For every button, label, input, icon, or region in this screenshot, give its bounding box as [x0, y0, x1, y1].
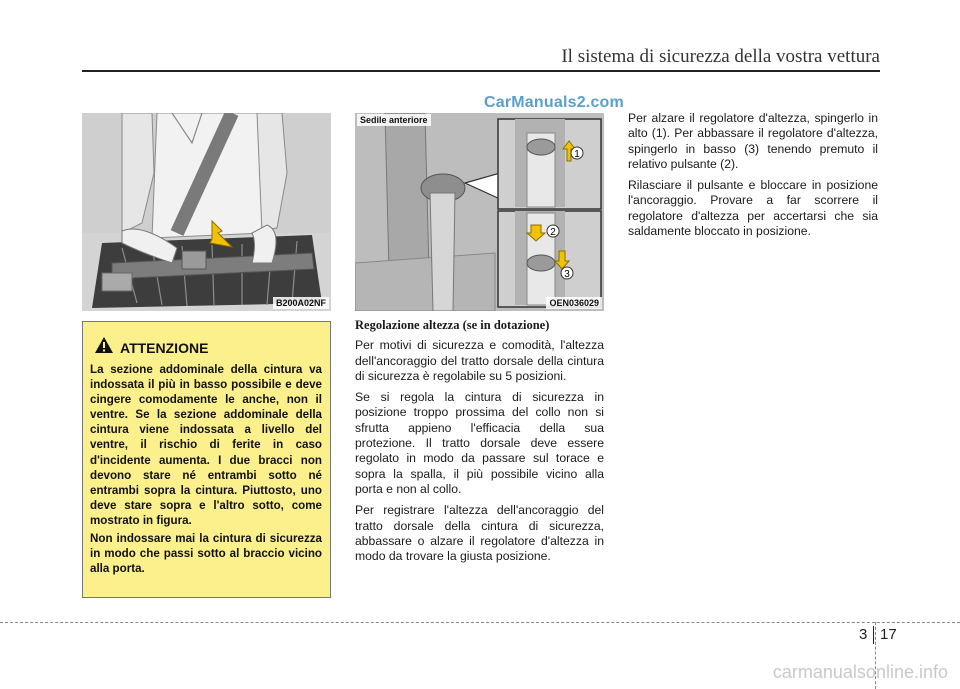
middle-paragraph-1: Per motivi di sicurezza e comodità, l'altezza dell'ancoraggio del tratto dorsale della cintura di sicurezza è regolabile su 5 posizioni. — [355, 338, 604, 383]
marker-2: 2 — [550, 227, 556, 238]
warning-paragraph-1: La sezione addominale della cintura va indossata il più in basso possibile e deve cingere comodamente le anche, non il ventre. Se la sezione addominale della cintura viene indossata a livello del ventre, il rischio di ferite in caso d'incidente aumenta. I due bracci non devono stare né entrambi sotto né entrambi sopra la cintura. Piuttosto, uno deve stare sopra e l'altro sotto, come mostrato in figura. — [90, 363, 322, 527]
right-paragraph-1: Per alzare il regolatore d'altezza, spingerlo in alto (1). Per abbassare il regolatore d'altezza, spingerlo in basso (3) tenendo premuto il relativo pulsante (2). — [628, 111, 878, 171]
section-heading: Regolazione altezza (se in dotazione) — [355, 318, 550, 332]
watermark-bottom: carmanualsonline.info — [772, 662, 948, 682]
chapter-header-title: Il sistema di sicurezza della vostra vettura — [561, 46, 880, 67]
warning-box — [82, 321, 331, 598]
page-number-separator — [873, 626, 874, 644]
marker-1: 1 — [574, 149, 580, 160]
figure-code-left: B200A02NF — [273, 297, 329, 309]
figure-label-right: Sedile anteriore — [357, 114, 431, 126]
middle-paragraph-3: Per registrare l'altezza dell'ancoraggio del tratto dorsale della cintura di sicurezza, abbassare o alzare il regolatore d'altezza in modo da trovare la giusta posizione. — [355, 503, 604, 564]
marker-3: 3 — [564, 269, 570, 280]
chapter-number: 3 — [859, 626, 868, 643]
lap-belt-illustration — [82, 113, 331, 311]
middle-paragraph-2: Se si regola la cintura di sicurezza in posizione troppo prossima del collo non si sfrutta appieno l'efficacia della sua protezione. Il tratto dorsale deve essere regolato in modo da passare sul torace e sopra la spalla, il più possibile vicino alla porta e non al collo. — [355, 390, 604, 496]
figure-lap-belt — [82, 113, 331, 311]
figure-code-right: OEN036029 — [546, 297, 602, 309]
right-paragraph-2: Rilasciare il pulsante e bloccare in posizione l'ancoraggio. Provare a far scorrere il regolatore d'altezza per accertarsi che sia saldamente bloccato in posizione. — [628, 178, 878, 239]
page-number: 17 — [880, 626, 897, 643]
warning-paragraph-2: Non indossare mai la cintura di sicurezza in modo che passi sotto al braccio vicino alla porta. — [90, 532, 322, 576]
warning-title: ATTENZIONE — [120, 339, 209, 356]
warning-triangle-icon — [94, 336, 114, 359]
figure-height-adjuster — [355, 113, 604, 311]
header-rule — [82, 70, 880, 72]
warning-header — [94, 336, 322, 359]
middle-column — [355, 318, 604, 570]
watermark-top: CarManuals2.com — [484, 94, 624, 111]
height-adjuster-illustration — [355, 113, 604, 311]
footer-rule — [0, 622, 960, 623]
right-column — [628, 111, 878, 245]
